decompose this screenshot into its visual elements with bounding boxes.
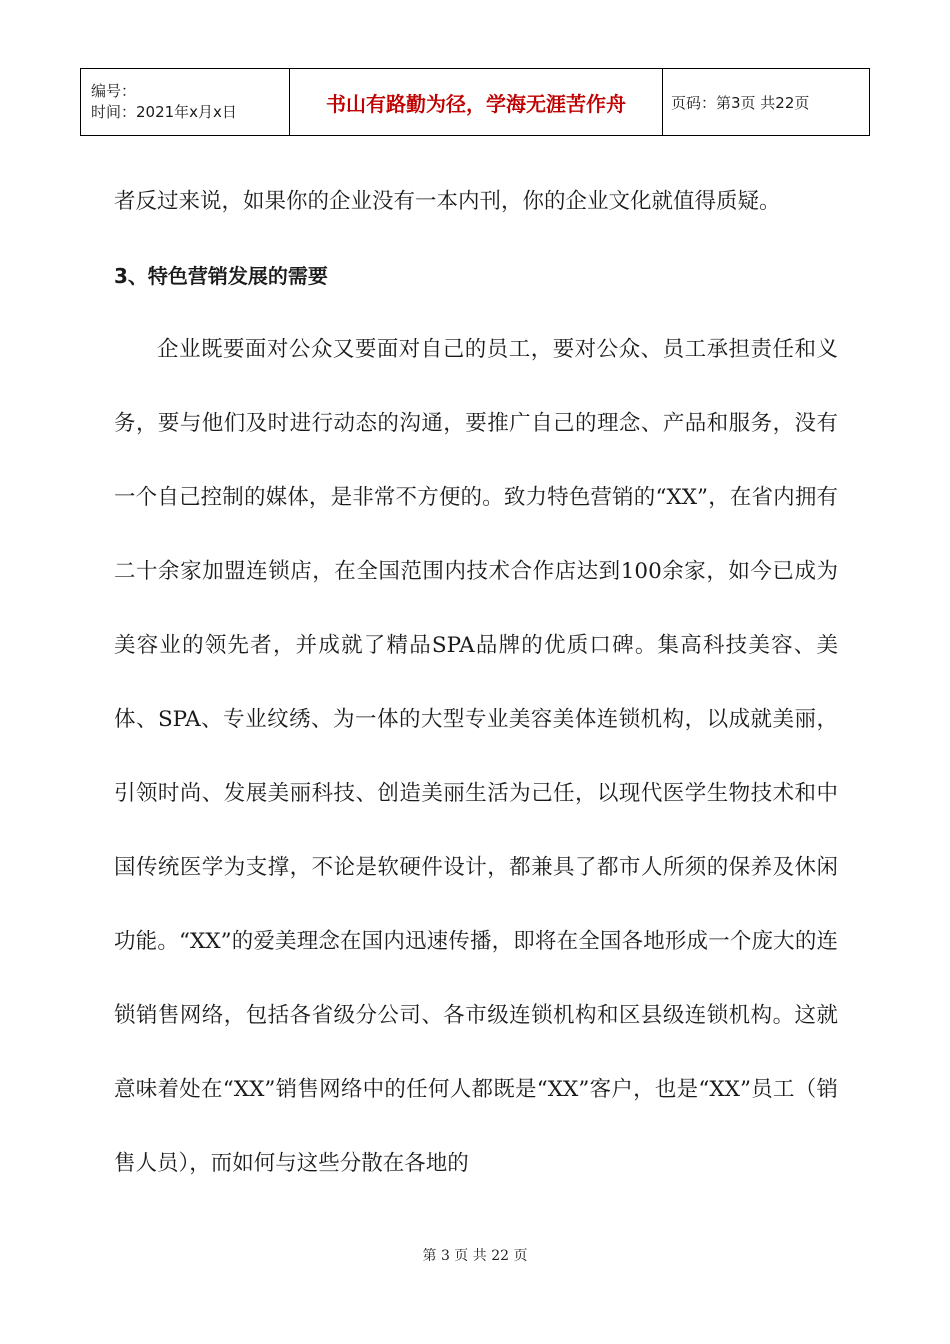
- page-footer: 第 3 页 共 22 页: [422, 1248, 528, 1264]
- document-body: [114, 165, 838, 1201]
- section-heading: 3、特色营销发展的需要: [114, 264, 328, 288]
- header-meta-cell: [81, 69, 290, 136]
- document-date: 时间：2021年x月x日: [91, 103, 237, 121]
- continued-paragraph: 者反过来说，如果你的企业没有一本内刊，你的企业文化就值得质疑。: [114, 189, 781, 214]
- header-page-info: 页码：第3页 共22页: [663, 69, 870, 136]
- document-header: [80, 68, 870, 136]
- body-paragraph: 企业既要面对公众又要面对自己的员工，要对公众、员工承担责任和义务，要与他们及时进行动态的沟通，要推广自己的理念、产品和服务，没有一个自己控制的媒体，是非常不方便的。致力特色营销的“XX”，在省内拥有二十余家加盟连锁店，在全国范围内技术合作店达到100余家，如今已成为美容业的领先者，并成就了精品SPA品牌的优质口碑。集高科技美容、美体、SPA、专业纹绣、为一体的大型专业美容美体连锁机构，以成就美丽，引领时尚、发展美丽科技、创造美丽生活为己任，以现代医学生物技术和中国传统医学为支撑，不论是软硬件设计，都兼具了都市人所须的保养及休闲功能。“XX”的爱美理念在国内迅速传播，即将在全国各地形成一个庞大的连锁销售网络，包括各省级分公司、各市级连锁机构和区县级连锁机构。这就意味着处在“XX”销售网络中的任何人都既是“XX”客户，也是“XX”员工（销售人员），而如何与这些分散在各地的: [114, 337, 838, 1176]
- document-number-label: 编号：: [91, 82, 137, 100]
- header-motto: 书山有路勤为径，学海无涯苦作舟: [290, 69, 663, 136]
